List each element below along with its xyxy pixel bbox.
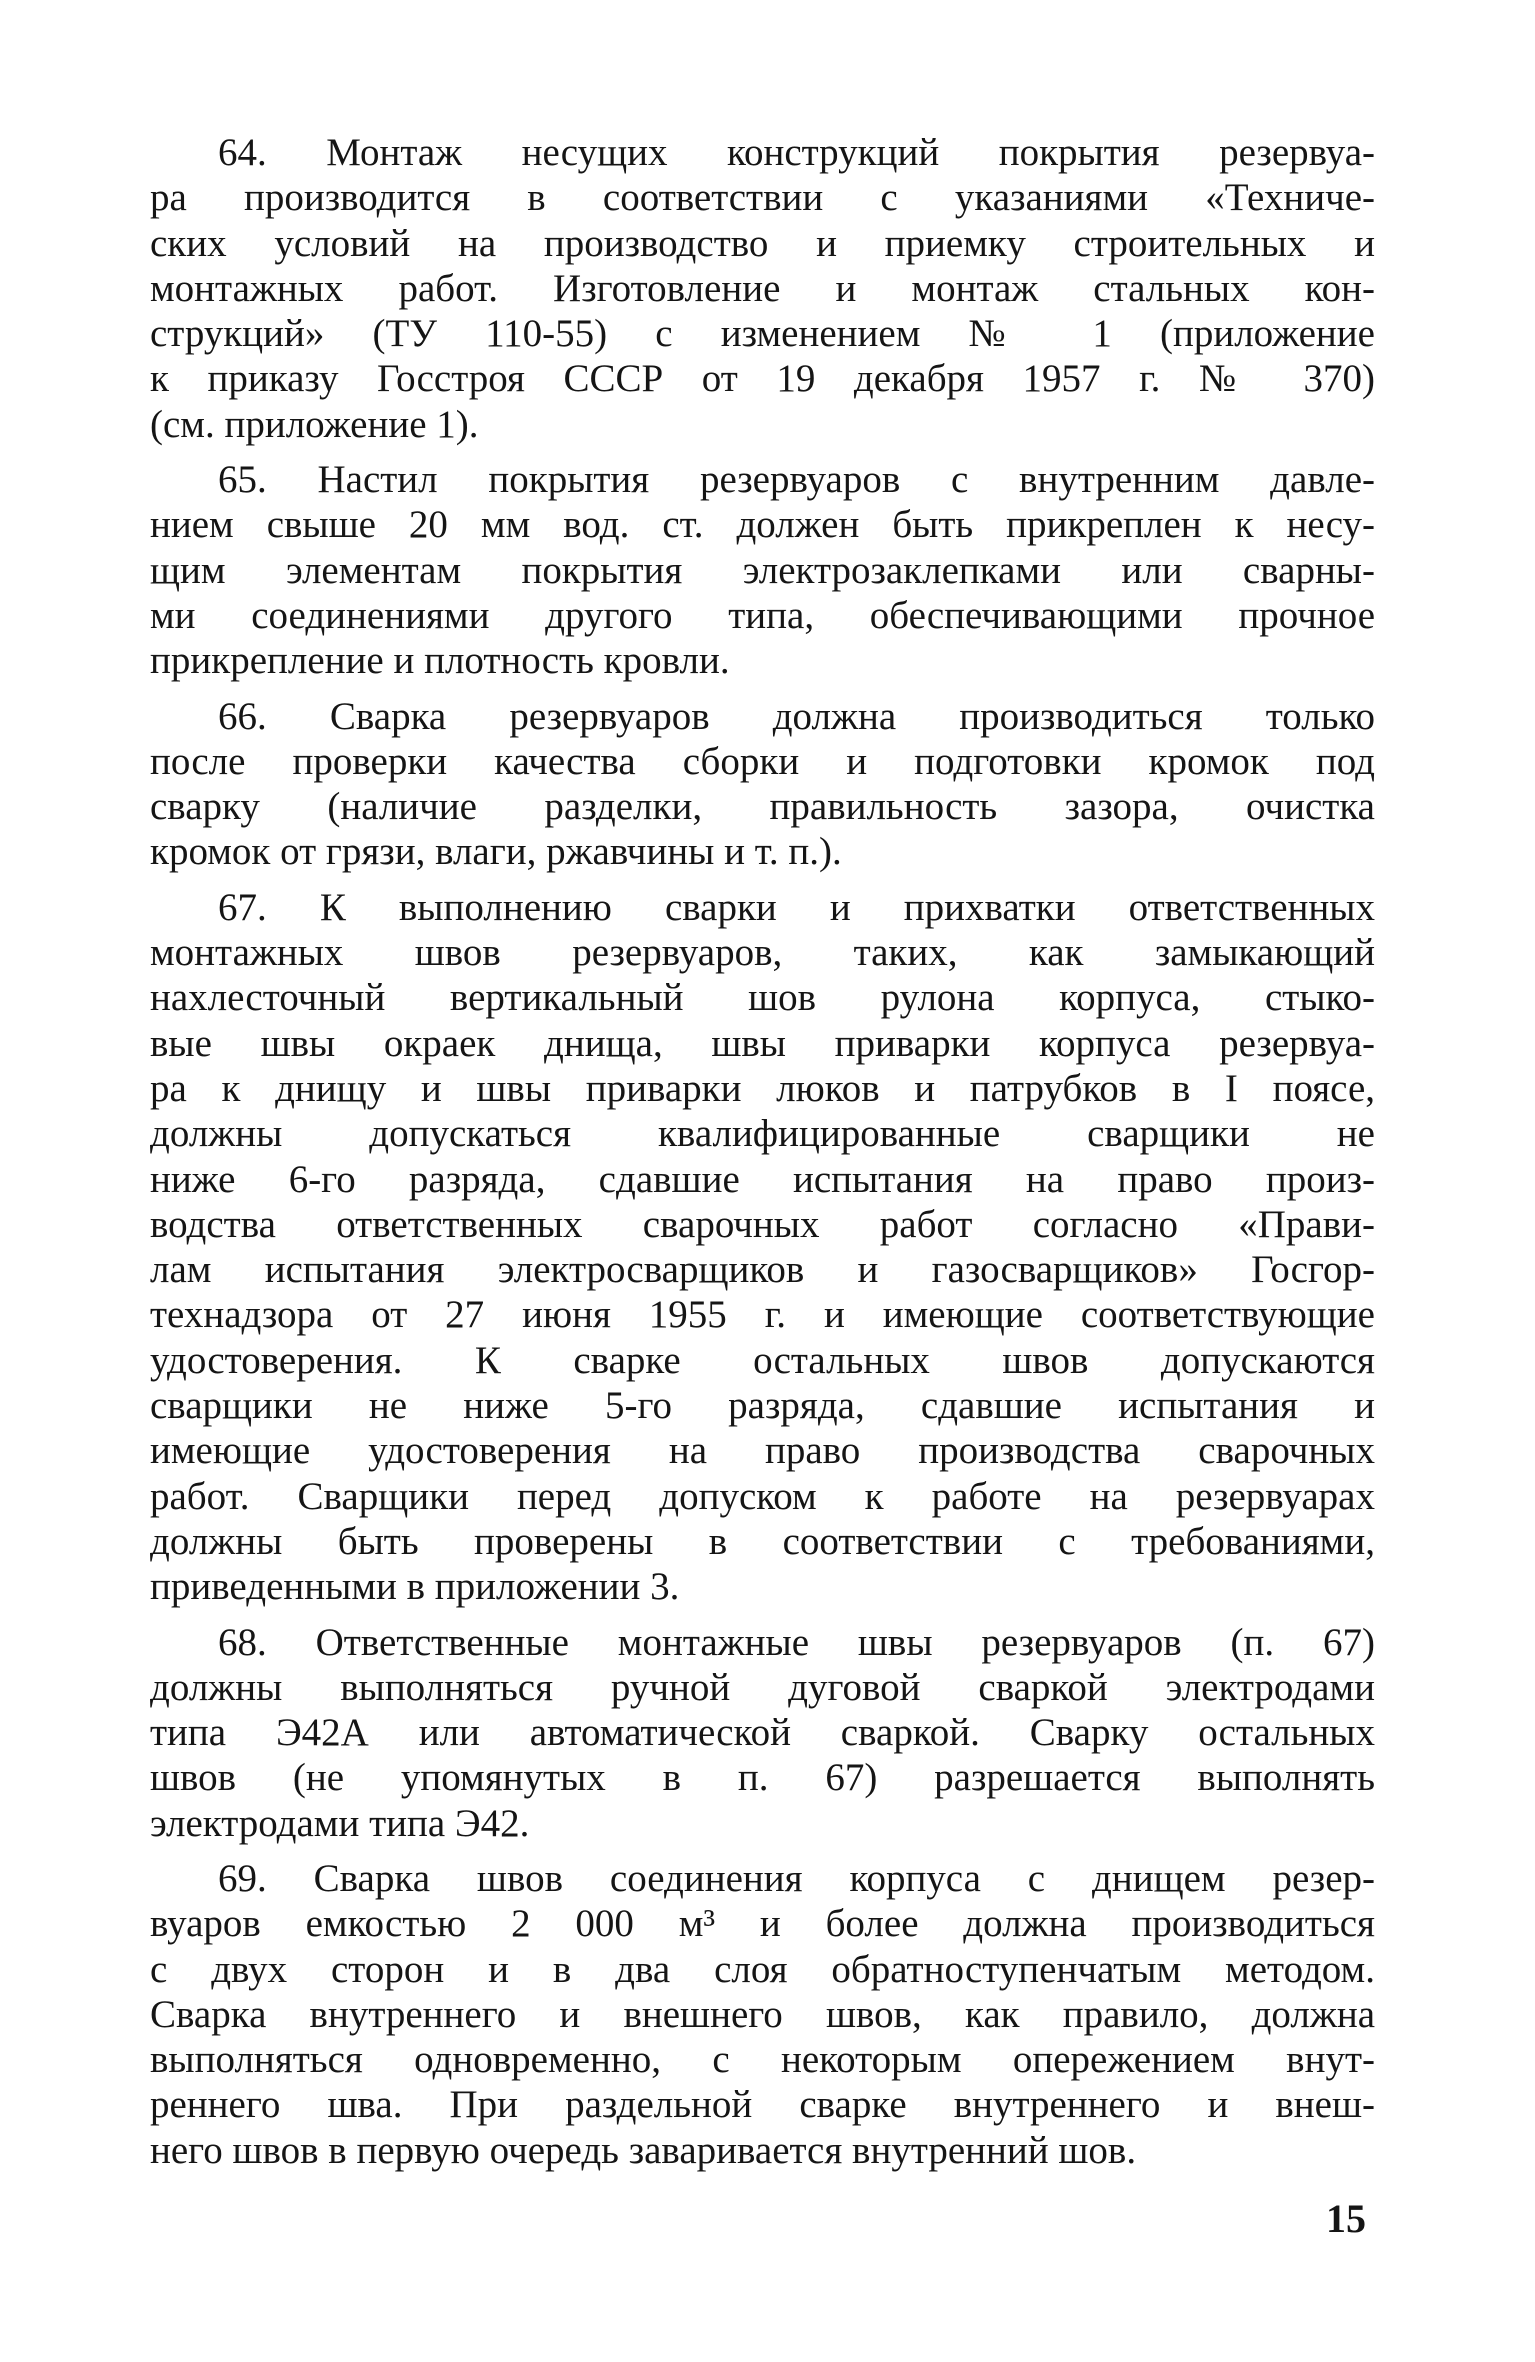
text-line: ра производится в соответствии с указаниями «Техниче- bbox=[150, 176, 1375, 220]
paragraph-p66 bbox=[150, 694, 1375, 875]
text-line: должны быть проверены в соответствии с требованиями, bbox=[150, 1519, 1375, 1563]
text-line: струкций» (ТУ 110-55) с изменением № 1 (приложение bbox=[150, 312, 1375, 356]
text-line: прикрепление и плотность кровли. bbox=[150, 639, 730, 683]
text-line: выполняться одновременно, с некоторым опережением внут- bbox=[150, 2038, 1375, 2082]
text-line: нахлесточный вертикальный шов рулона корпуса, стыко- bbox=[150, 976, 1375, 1020]
text-line: 65. Настил покрытия резервуаров с внутренним давле- bbox=[218, 458, 1375, 502]
text-line: 66. Сварка резервуаров должна производиться только bbox=[218, 694, 1375, 738]
text-line: лам испытания электросварщиков и газосварщиков» Госгор- bbox=[150, 1248, 1375, 1292]
text-line: него швов в первую очередь заваривается внутренний шов. bbox=[150, 2128, 1137, 2172]
text-line: должны допускаться квалифицированные сварщики не bbox=[150, 1112, 1375, 1156]
text-line: имеющие удостоверения на право производства сварочных bbox=[150, 1429, 1375, 1473]
text-line: швов (не упомянутых в п. 67) разрешается выполнять bbox=[150, 1756, 1375, 1800]
document-body bbox=[150, 130, 1375, 2183]
text-line: сварщики не ниже 5-го разряда, сдавшие испытания и bbox=[150, 1384, 1375, 1428]
page-number: 15 bbox=[1326, 2196, 1366, 2241]
text-line: кромок от грязи, влаги, ржавчины и т. п.). bbox=[150, 830, 842, 874]
text-line: Сварка внутреннего и внешнего швов, как правило, должна bbox=[150, 1992, 1375, 2036]
paragraph-p68 bbox=[150, 1620, 1375, 1846]
text-line: после проверки качества сборки и подготовки кромок под bbox=[150, 739, 1375, 783]
paragraph-p69 bbox=[150, 1856, 1375, 2173]
text-line: монтажных швов резервуаров, таких, как замыкающий bbox=[150, 931, 1375, 975]
text-line: должны выполняться ручной дуговой сваркой электродами bbox=[150, 1665, 1375, 1709]
text-line: ра к днищу и швы приварки люков и патрубков в I поясе, bbox=[150, 1066, 1375, 1110]
paragraph-p65 bbox=[150, 457, 1375, 683]
text-line: ских условий на производство и приемку строительных и bbox=[150, 221, 1375, 265]
text-line: 67. К выполнению сварки и прихватки ответственных bbox=[218, 885, 1375, 929]
text-line: ниже 6-го разряда, сдавшие испытания на право произ- bbox=[150, 1157, 1375, 1201]
text-line: монтажных работ. Изготовление и монтаж стальных кон- bbox=[150, 266, 1375, 310]
text-line: 69. Сварка швов соединения корпуса с днищем резер- bbox=[218, 1856, 1375, 1900]
text-line: щим элементам покрытия электрозаклепками или сварны- bbox=[150, 548, 1375, 592]
text-line: вуаров емкостью 2 000 м³ и более должна производиться bbox=[150, 1902, 1375, 1946]
text-line: 68. Ответственные монтажные швы резервуаров (п. 67) bbox=[218, 1620, 1375, 1664]
text-line: с двух сторон и в два слоя обратноступенчатым методом. bbox=[150, 1947, 1375, 1991]
text-line: к приказу Госстроя СССР от 19 декабря 1957 г. № 370) bbox=[150, 357, 1375, 401]
text-line: удостоверения. К сварке остальных швов допускаются bbox=[150, 1338, 1375, 1382]
paragraph-p67 bbox=[150, 885, 1375, 1610]
text-line: нием свыше 20 мм вод. ст. должен быть прикреплен к несу- bbox=[150, 503, 1375, 547]
text-line: приведенными в приложении 3. bbox=[150, 1565, 680, 1609]
text-line: реннего шва. При раздельной сварке внутреннего и внеш- bbox=[150, 2083, 1375, 2127]
text-line: электродами типа Э42. bbox=[150, 1801, 530, 1845]
text-line: (см. приложение 1). bbox=[150, 402, 479, 446]
text-line: 64. Монтаж несущих конструкций покрытия резервуа- bbox=[218, 131, 1375, 174]
text-line: вые швы окраек днища, швы приварки корпуса резервуа- bbox=[150, 1021, 1375, 1065]
text-line: типа Э42А или автоматической сваркой. Сварку остальных bbox=[150, 1711, 1375, 1755]
text-line: ми соединениями другого типа, обеспечивающими прочное bbox=[150, 593, 1375, 637]
text-line: водства ответственных сварочных работ согласно «Прави- bbox=[150, 1202, 1375, 1246]
text-line: сварку (наличие разделки, правильность зазора, очистка bbox=[150, 785, 1375, 829]
text-line: технадзора от 27 июня 1955 г. и имеющие соответствующие bbox=[150, 1293, 1375, 1337]
paragraph-p64 bbox=[150, 130, 1375, 447]
text-line: работ. Сварщики перед допуском к работе на резервуарах bbox=[150, 1474, 1375, 1518]
